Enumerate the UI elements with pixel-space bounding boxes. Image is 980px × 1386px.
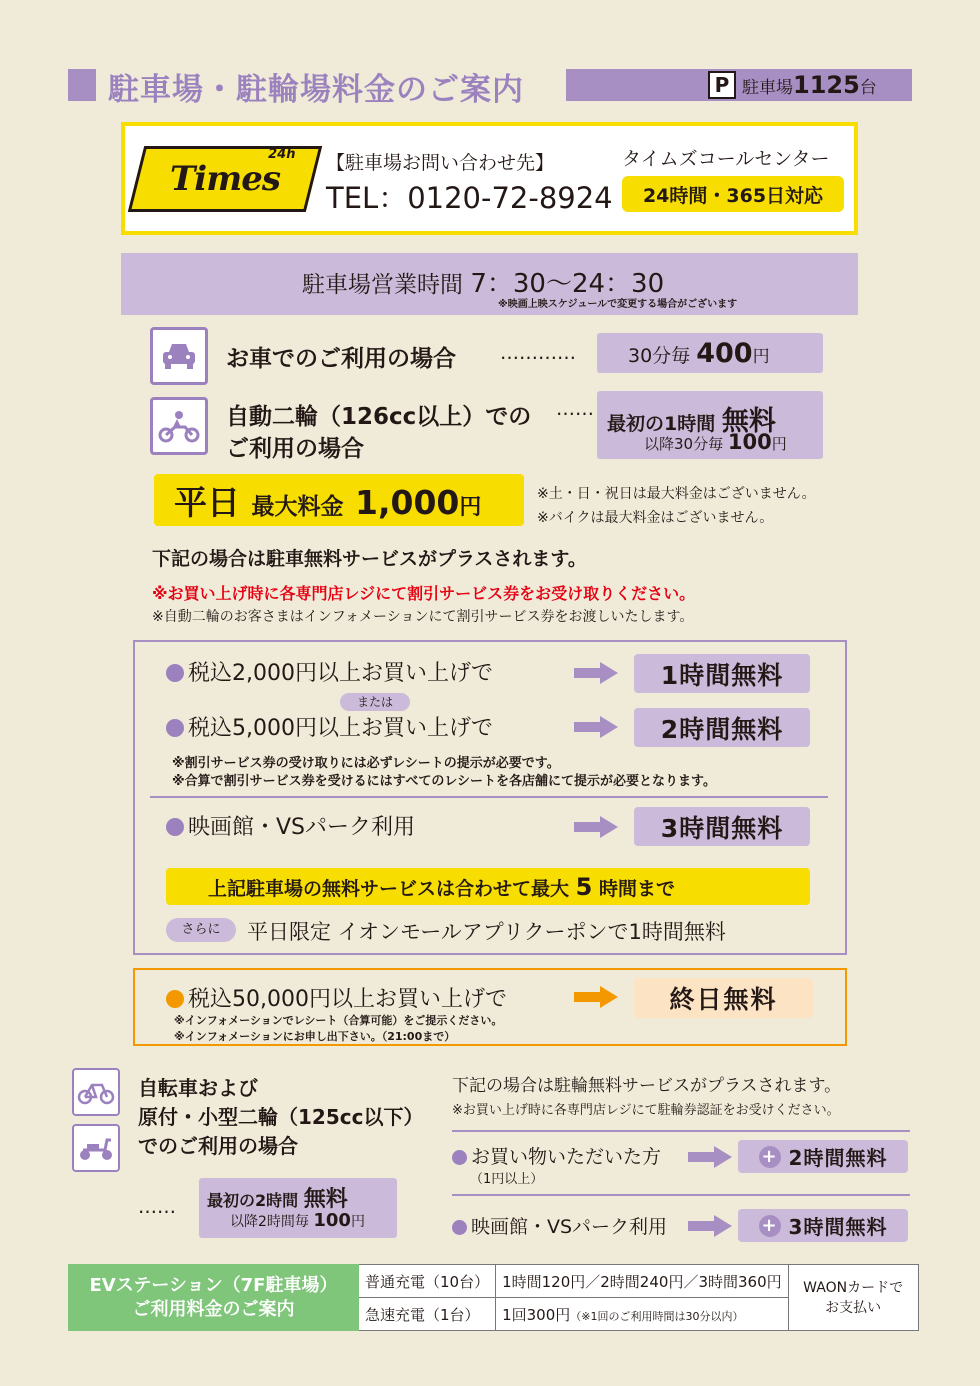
bicycle-icon [72, 1068, 120, 1116]
rule-1: 税込2,000円以上お買い上げで [166, 656, 493, 687]
bullet-icon [452, 1220, 467, 1235]
bike-rule-1-result: + 2時間無料 [738, 1140, 908, 1173]
rule-3: 映画館・VSパーク利用 [166, 810, 415, 841]
bike-rule-2-result: + 3時間無料 [738, 1209, 908, 1242]
all-day-result: 終日無料 [634, 978, 813, 1018]
capacity-label: 駐車場1125台 [742, 71, 877, 99]
arrow-icon [574, 662, 618, 684]
car-dots: ………… [500, 342, 576, 364]
ev-row2-price: 1回300円（※1回のご利用時間は30分以内） [496, 1298, 789, 1331]
bike-rule-1-sub: （1円以上） [470, 1172, 544, 1187]
bullet-icon [452, 1150, 467, 1165]
sarani-badge: さらに [166, 918, 236, 942]
app-coupon-text: 平日限定 イオンモールアプリクーポンで1時間無料 [247, 920, 726, 944]
bike-label-2: 原付・小型二輪（125cc以下） [138, 1105, 424, 1129]
all-day-note-2: ※インフォメーションにお申し出下さい。（21:00まで） [174, 1030, 456, 1043]
max-free-text: 上記駐車場の無料サービスは合わせて最大 5 時間まで [208, 873, 675, 901]
car-icon [150, 327, 208, 385]
tel-number[interactable]: TEL：0120-72-8924 [326, 181, 613, 215]
arrow-icon [574, 716, 618, 738]
rule-note-1: ※割引サービス券の受け取りには必ずレシートの提示が必要です。 [172, 756, 560, 771]
service-intro: 下記の場合は駐車無料サービスがプラスされます。 [152, 548, 587, 570]
bullet-icon [166, 664, 184, 682]
motorcycle-icon [150, 397, 208, 455]
weekday-note-1: ※土・日・祝日は最大料金はございません。 [537, 486, 816, 502]
car-label: お車でのご利用の場合 [226, 346, 456, 372]
ev-row1-price: 1時間120円／2時間240円／3時間360円 [496, 1265, 789, 1298]
bullet-icon [166, 990, 184, 1008]
hours-label: 駐車場営業時間 7：30〜24：30 [302, 269, 665, 299]
service-red-note: ※お買い上げ時に各専門店レジにて割引サービス券をお受け取りください。 [152, 584, 696, 603]
all-day-note-1: ※インフォメーションでレシート（合算可能）をご提示ください。 [174, 1014, 503, 1027]
times-logo: Times 24h [128, 146, 322, 212]
bike-rule-2: 映画館・VSパーク利用 [452, 1212, 667, 1239]
bike-after: 以降2時間毎 100円 [230, 1210, 365, 1231]
or-label: または [340, 693, 410, 711]
parking-capacity [704, 69, 912, 101]
car-price-text: 30分毎 400円 [628, 338, 770, 369]
page-title: 駐車場・駐輪場料金のご案内 [108, 72, 524, 108]
divider [452, 1194, 910, 1196]
hours-note: ※映画上映スケジュールで変更する場合がございます [498, 299, 738, 310]
arrow-icon [688, 1146, 732, 1168]
rule-1-result: 1時間無料 [634, 654, 810, 693]
moto-first: 最初の1時間 無料 [607, 406, 776, 437]
ev-row2-type: 急速充電（1台） [359, 1298, 496, 1331]
rule-note-2: ※合算で割引サービス券を受けるにはすべてのレシートを各店舗にて提示が必要となります。 [172, 774, 717, 789]
parking-p-icon: P [708, 71, 736, 99]
bullet-icon [166, 818, 184, 836]
ev-payment: WAONカードで お支払い [788, 1265, 918, 1331]
arrow-icon [574, 986, 618, 1008]
plus-icon: + [759, 1215, 781, 1237]
rule-2-result: 2時間無料 [634, 708, 810, 747]
ev-table [68, 1264, 919, 1331]
ev-title: EVステーション（7F駐車場） ご利用料金のご案内 [69, 1265, 359, 1331]
all-day-rule: 税込50,000円以上お買い上げで [166, 982, 507, 1013]
weekday-note-2: ※バイクは最大料金はございません。 [537, 510, 774, 526]
divider [150, 796, 828, 798]
bike-rule-1: お買い物いただいた方 [452, 1142, 661, 1169]
bike-dots: …… [138, 1196, 176, 1218]
moto-label-2: ご利用の場合 [226, 436, 364, 462]
moto-label-1: 自動二輪（126cc以上）での [226, 404, 532, 430]
rule-3-result: 3時間無料 [634, 807, 810, 846]
center-name: タイムズコールセンター [622, 148, 830, 170]
divider [452, 1130, 910, 1132]
bike-service-intro: 下記の場合は駐輪無料サービスがプラスされます。 [452, 1076, 842, 1096]
arrow-icon [688, 1215, 732, 1237]
ev-row1-type: 普通充電（10台） [359, 1265, 496, 1298]
bike-label-1: 自転車および [138, 1076, 258, 1100]
arrow-icon [574, 816, 618, 838]
weekday-max-text: 平日 最大料金 1,000円 [174, 483, 482, 522]
header-bar-left [68, 69, 96, 101]
moto-dots: …… [556, 398, 594, 420]
inquiry-label: 【駐車場お問い合わせ先】 [326, 152, 555, 174]
moto-after: 以降30分毎 100円 [644, 430, 787, 454]
bike-first: 最初の2時間 無料 [207, 1187, 348, 1212]
plus-icon: + [759, 1146, 781, 1168]
bike-label-3: でのご利用の場合 [138, 1134, 298, 1158]
bullet-icon [166, 719, 184, 737]
header-bar-right [566, 69, 706, 101]
bike-service-note: ※お買い上げ時に各専門店レジにて駐輪券認証をお受けください。 [452, 1103, 840, 1118]
hours-badge: 24時間・365日対応 [622, 176, 844, 212]
rule-2: 税込5,000円以上お買い上げで [166, 711, 493, 742]
scooter-icon [72, 1124, 120, 1172]
service-moto-note: ※自動二輪のお客さまはインフォメーションにて割引サービス券をお渡しいたします。 [152, 609, 694, 625]
